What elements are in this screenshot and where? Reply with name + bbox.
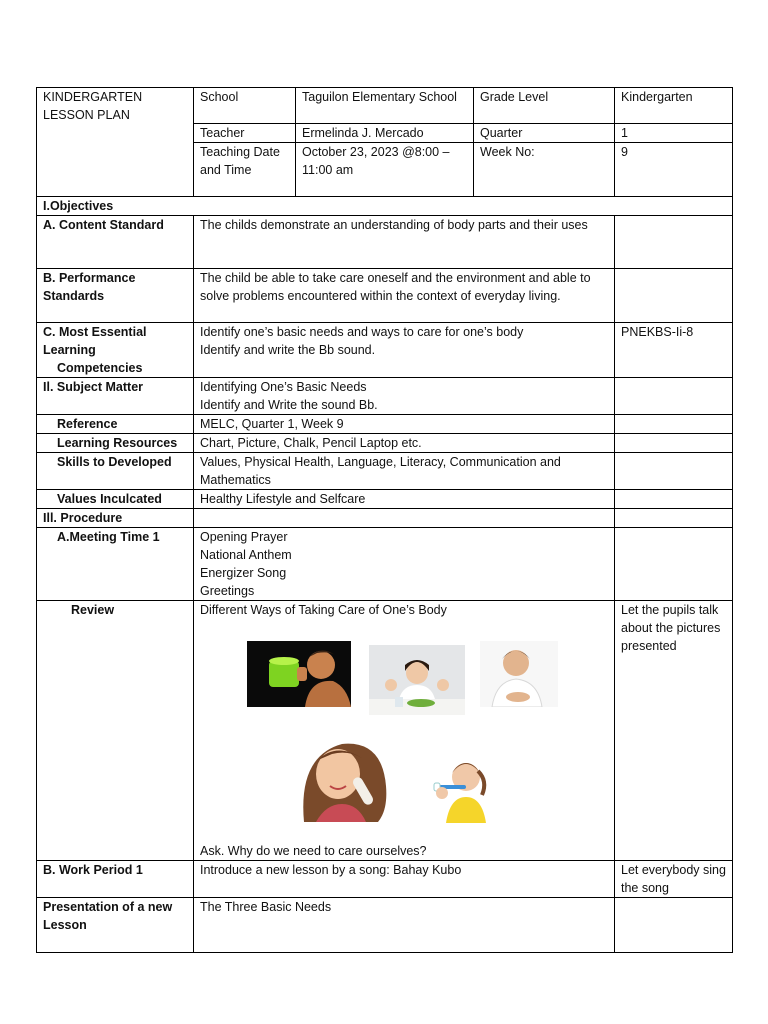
values-label: Values Inculcated <box>37 490 194 509</box>
teacher-label: Teacher <box>194 124 296 143</box>
performance-standards-value: The child be able to take care oneself and the environment and able to solve problems encountered within the context of everyday living. <box>194 269 615 323</box>
skills-value: Values, Physical Health, Language, Literacy, Communication and Mathematics <box>194 453 615 490</box>
learning-resources-value: Chart, Picture, Chalk, Pencil Laptop etc. <box>194 434 615 453</box>
values-value: Healthy Lifestyle and Selfcare <box>194 490 615 509</box>
reference-value: MELC, Quarter 1, Week 9 <box>194 415 615 434</box>
meeting-item: National Anthem <box>200 548 292 562</box>
objectives-heading: I.Objectives <box>37 197 733 216</box>
school-value: Taguilon Elementary School <box>296 88 474 124</box>
melc-code: PNEKBS-Ii-8 <box>615 323 733 378</box>
learning-resources-note <box>615 434 733 453</box>
teaching-date-label: Teaching Date and Time <box>194 143 296 197</box>
review-content <box>194 601 615 861</box>
teacher-value: Ermelinda J. Mercado <box>296 124 474 143</box>
meeting-item: Energizer Song <box>200 566 287 580</box>
review-note: Let the pupils talk about the pictures presented <box>615 601 733 861</box>
values-note <box>615 490 733 509</box>
meeting-time-note <box>615 528 733 601</box>
meeting-item: Opening Prayer <box>200 530 288 544</box>
presentation-label: Presentation of a new Lesson <box>37 898 194 953</box>
week-value: 9 <box>615 143 733 197</box>
review-pictures <box>200 619 608 839</box>
learning-resources-label: Learning Resources <box>37 434 194 453</box>
melc-label <box>37 323 194 378</box>
melc-line-2: Identify and write the Bb sound. <box>200 343 376 357</box>
tooth-brushing-picture <box>422 751 504 823</box>
subject-line-2: Identify and Write the sound Bb. <box>200 398 378 412</box>
week-label: Week No: <box>474 143 615 197</box>
grade-level-label: Grade Level <box>474 88 615 124</box>
hand-washing-picture <box>480 641 558 707</box>
meeting-item: Greetings <box>200 584 255 598</box>
performance-standards-label: B. Performance Standards <box>37 269 194 323</box>
quarter-value: 1 <box>615 124 733 143</box>
reference-note <box>615 415 733 434</box>
procedure-heading: Ill. Procedure <box>37 509 194 528</box>
melc-value <box>194 323 615 378</box>
melc-line-1: Identify one’s basic needs and ways to care for one’s body <box>200 325 524 339</box>
subject-matter-value <box>194 378 615 415</box>
lesson-plan-title: KINDERGARTEN LESSON PLAN <box>37 88 194 197</box>
skills-label: Skills to Developed <box>37 453 194 490</box>
procedure-blank <box>194 509 615 528</box>
meeting-time-list <box>194 528 615 601</box>
content-standard-label: A. Content Standard <box>37 216 194 269</box>
school-label: School <box>194 88 296 124</box>
review-title: Different Ways of Taking Care of One’s Body <box>200 603 447 617</box>
subject-matter-label: Il. Subject Matter <box>37 378 194 415</box>
presentation-note <box>615 898 733 953</box>
drinking-water-picture <box>247 641 351 707</box>
lesson-plan-table <box>36 87 733 953</box>
melc-label-line-2: Competencies <box>57 361 143 375</box>
work-period-value: Introduce a new lesson by a song: Bahay Kubo <box>194 861 615 898</box>
hair-brushing-picture <box>296 736 392 822</box>
reference-label: Reference <box>37 415 194 434</box>
skills-note <box>615 453 733 490</box>
content-standard-value: The childs demonstrate an understanding of body parts and their uses <box>194 216 615 269</box>
teaching-date-value: October 23, 2023 @8:00 – 11:00 am <box>296 143 474 197</box>
procedure-note <box>615 509 733 528</box>
grade-level-value: Kindergarten <box>615 88 733 124</box>
subject-line-1: Identifying One’s Basic Needs <box>200 380 367 394</box>
content-standard-note <box>615 216 733 269</box>
melc-label-line-1: C. Most Essential Learning <box>43 325 147 357</box>
healthy-eating-picture <box>369 645 465 715</box>
review-question: Ask. Why do we need to care ourselves? <box>200 844 427 858</box>
presentation-value: The Three Basic Needs <box>194 898 615 953</box>
work-period-note: Let everybody sing the song <box>615 861 733 898</box>
performance-standards-note <box>615 269 733 323</box>
meeting-time-label: A.Meeting Time 1 <box>37 528 194 601</box>
review-label: Review <box>37 601 194 861</box>
work-period-label: B. Work Period 1 <box>37 861 194 898</box>
subject-matter-note <box>615 378 733 415</box>
quarter-label: Quarter <box>474 124 615 143</box>
